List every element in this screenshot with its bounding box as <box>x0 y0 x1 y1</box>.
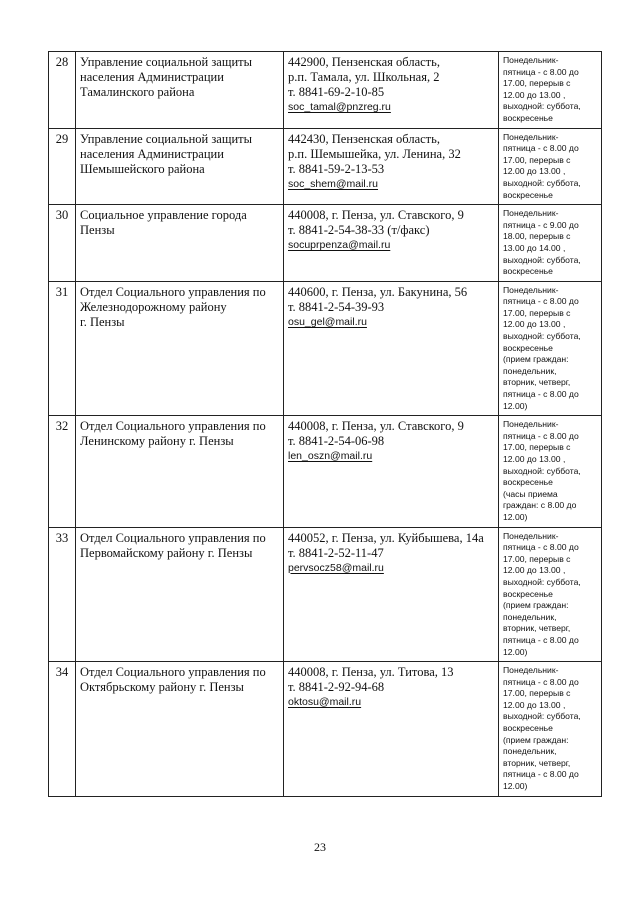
email-link[interactable]: osu_gel@mail.ru <box>288 315 367 328</box>
working-hours-cell <box>499 281 602 416</box>
working-hours-line: 12.00) <box>503 400 528 411</box>
working-hours-line: вторник, четверг, <box>503 623 571 634</box>
address-cell <box>284 662 499 797</box>
working-hours-line: 13.00 до 14.00 , <box>503 242 566 253</box>
email-link[interactable]: socuprpenza@mail.ru <box>288 239 391 252</box>
working-hours-line: воскресенье <box>503 189 553 200</box>
address-cell <box>284 416 499 527</box>
office-name-line: Отдел Социального управления по <box>80 284 266 299</box>
address-line: т. 8841-2-54-06-98 <box>288 434 385 449</box>
working-hours-line: (прием граждан: <box>503 600 569 611</box>
office-name-line: Управление социальной защиты <box>80 131 253 146</box>
working-hours-line: Понедельник- <box>503 419 559 430</box>
working-hours-line: понедельник, <box>503 611 557 622</box>
working-hours-line: 12.00 до 13.00 , <box>503 565 566 576</box>
working-hours-line: 17.00, перерыв с <box>503 688 571 699</box>
office-name-line: Социальное управление города <box>80 208 247 223</box>
working-hours-line: понедельник, <box>503 746 557 757</box>
address-cell <box>284 128 499 205</box>
email-link[interactable]: pervsocz58@mail.ru <box>288 561 384 574</box>
working-hours-line: воскресенье <box>503 266 553 277</box>
address-line: 440052, г. Пенза, ул. Куйбышева, 14а <box>288 530 484 545</box>
working-hours-line: пятница - с 8.00 до <box>503 389 579 400</box>
office-name-line: Пензы <box>80 223 115 238</box>
working-hours-line: 12.00 до 13.00 , <box>503 454 566 464</box>
working-hours-line: Понедельник- <box>503 208 559 219</box>
address-cell <box>284 527 499 662</box>
working-hours-cell <box>499 52 602 129</box>
working-hours-cell <box>499 416 602 527</box>
office-name-line: населения Администрации <box>80 146 224 161</box>
address-line: 440008, г. Пенза, ул. Ставского, 9 <box>288 419 464 434</box>
address-line: т. 8841-2-92-94-68 <box>288 680 385 695</box>
working-hours-line: пятница - с 8.00 до <box>503 296 579 307</box>
page-number: 23 <box>314 840 326 854</box>
working-hours-line: выходной: суббота, <box>503 254 581 265</box>
office-name-line: Октябрьскому району г. Пензы <box>80 680 244 695</box>
row-number: 28 <box>49 52 76 129</box>
working-hours-line: 17.00, перерыв с <box>503 553 571 564</box>
working-hours-line: воскресенье <box>503 477 553 488</box>
working-hours-line: пятница - с 8.00 до <box>503 542 579 553</box>
working-hours-line: выходной: суббота, <box>503 465 581 476</box>
working-hours-line: (прием граждан: <box>503 354 569 365</box>
working-hours-line: пятница - с 8.00 до <box>503 676 579 687</box>
working-hours-cell <box>499 205 602 282</box>
working-hours-cell <box>499 527 602 662</box>
working-hours-line: Понедельник- <box>503 284 559 295</box>
row-number: 34 <box>49 662 76 797</box>
office-name-cell <box>76 662 284 797</box>
working-hours-line: Понедельник- <box>503 530 559 541</box>
address-line: 440600, г. Пенза, ул. Бакунина, 56 <box>288 284 468 299</box>
address-cell <box>284 281 499 416</box>
address-line: т. 8841-69-2-10-85 <box>288 85 385 99</box>
address-line: 442430, Пензенская область, <box>288 131 440 146</box>
office-name-cell <box>76 527 284 662</box>
office-name-line: Управление социальной защиты <box>80 55 253 69</box>
address-line: т. 8841-2-52-11-47 <box>288 545 384 560</box>
working-hours-line: пятница - с 9.00 до <box>503 219 579 230</box>
row-number: 32 <box>49 416 76 527</box>
working-hours-line: пятница - с 8.00 до <box>503 430 579 441</box>
office-name-line: г. Пензы <box>80 314 125 329</box>
office-name-line: Отдел Социального управления по <box>80 419 266 434</box>
address-line: р.п. Шемышейка, ул. Ленина, 32 <box>288 146 461 161</box>
working-hours-line: (прием граждан: <box>503 734 569 745</box>
working-hours-line: выходной: суббота, <box>503 711 581 722</box>
working-hours-line: Понедельник- <box>503 55 559 65</box>
working-hours-line: выходной: суббота, <box>503 576 581 587</box>
office-name-line: Шемышейского района <box>80 161 205 176</box>
working-hours-line: пятница - с 8.00 до <box>503 634 579 645</box>
working-hours-line: пятница - с 8.00 до <box>503 66 579 77</box>
office-name-line: населения Администрации <box>80 70 224 84</box>
working-hours-line: воскресенье <box>503 342 553 353</box>
working-hours-line: вторник, четверг, <box>503 377 571 388</box>
address-cell <box>284 52 499 129</box>
working-hours-line: 12.00 до 13.00 , <box>503 166 566 177</box>
office-name-cell <box>76 416 284 527</box>
working-hours-cell <box>499 662 602 797</box>
table-row <box>49 527 602 662</box>
office-name-line: Первомайскому району г. Пензы <box>80 545 253 560</box>
address-line: р.п. Тамала, ул. Школьная, 2 <box>288 70 440 84</box>
table-row <box>49 416 602 527</box>
office-name-line: Тамалинского района <box>80 85 195 99</box>
working-hours-line: вторник, четверг, <box>503 757 571 768</box>
office-name-line: Железнодорожному району <box>80 299 227 314</box>
address-line: т. 8841-2-54-38-33 (т/факс) <box>288 223 430 238</box>
working-hours-line: 12.00 до 13.00 , <box>503 319 566 330</box>
office-name-cell <box>76 281 284 416</box>
row-number: 33 <box>49 527 76 662</box>
address-line: т. 8841-2-54-39-93 <box>288 299 385 314</box>
working-hours-line: воскресенье <box>503 112 553 123</box>
working-hours-line: 12.00 до 13.00 , <box>503 699 566 710</box>
working-hours-line: 12.00 до 13.00 , <box>503 89 566 100</box>
working-hours-line: 17.00, перерыв с <box>503 154 571 165</box>
working-hours-line: выходной: суббота, <box>503 331 581 342</box>
working-hours-line: 12.00) <box>503 646 528 657</box>
table-row <box>49 205 602 282</box>
address-cell <box>284 205 499 282</box>
row-number: 30 <box>49 205 76 282</box>
working-hours-line: 17.00, перерыв с <box>503 442 571 453</box>
table-row <box>49 662 602 797</box>
working-hours-line: воскресенье <box>503 723 553 734</box>
office-name-line: Отдел Социального управления по <box>80 530 266 545</box>
working-hours-line: пятница - с 8.00 до <box>503 769 579 780</box>
office-name-line: Отдел Социального управления по <box>80 665 266 680</box>
working-hours-line: 17.00, перерыв с <box>503 78 571 89</box>
working-hours-line: граждан: с 8.00 до <box>503 500 577 511</box>
table-row <box>49 281 602 416</box>
row-number: 31 <box>49 281 76 416</box>
offices-table <box>48 51 602 797</box>
working-hours-line: выходной: суббота, <box>503 177 581 188</box>
working-hours-line: выходной: суббота, <box>503 101 581 112</box>
working-hours-line: воскресенье <box>503 588 553 599</box>
working-hours-line: 17.00, перерыв с <box>503 307 571 318</box>
working-hours-line: Понедельник- <box>503 665 559 676</box>
working-hours-line: понедельник, <box>503 365 557 376</box>
table-row <box>49 128 602 205</box>
address-line: 442900, Пензенская область, <box>288 55 440 69</box>
working-hours-line: 12.00) <box>503 781 528 792</box>
address-line: 440008, г. Пенза, ул. Ставского, 9 <box>288 208 464 223</box>
working-hours-line: Понедельник- <box>503 131 559 142</box>
office-name-cell <box>76 128 284 205</box>
email-link[interactable]: soc_tamal@pnzreg.ru <box>288 101 391 113</box>
table-row <box>49 52 602 129</box>
office-name-line: Ленинскому району г. Пензы <box>80 434 234 449</box>
office-name-cell <box>76 52 284 129</box>
working-hours-line: 12.00) <box>503 511 528 522</box>
email-link[interactable]: soc_shem@mail.ru <box>288 177 379 190</box>
office-name-cell <box>76 205 284 282</box>
address-line: т. 8841-59-2-13-53 <box>288 161 385 176</box>
row-number: 29 <box>49 128 76 205</box>
working-hours-cell <box>499 128 602 205</box>
email-link[interactable]: len_oszn@mail.ru <box>288 450 373 463</box>
offices-table-body <box>49 52 602 797</box>
working-hours-line: (часы приема <box>503 488 558 499</box>
address-line: 440008, г. Пенза, ул. Титова, 13 <box>288 665 454 680</box>
working-hours-line: 18.00, перерыв с <box>503 231 571 242</box>
email-link[interactable]: oktosu@mail.ru <box>288 696 362 709</box>
working-hours-line: пятница - с 8.00 до <box>503 143 579 154</box>
